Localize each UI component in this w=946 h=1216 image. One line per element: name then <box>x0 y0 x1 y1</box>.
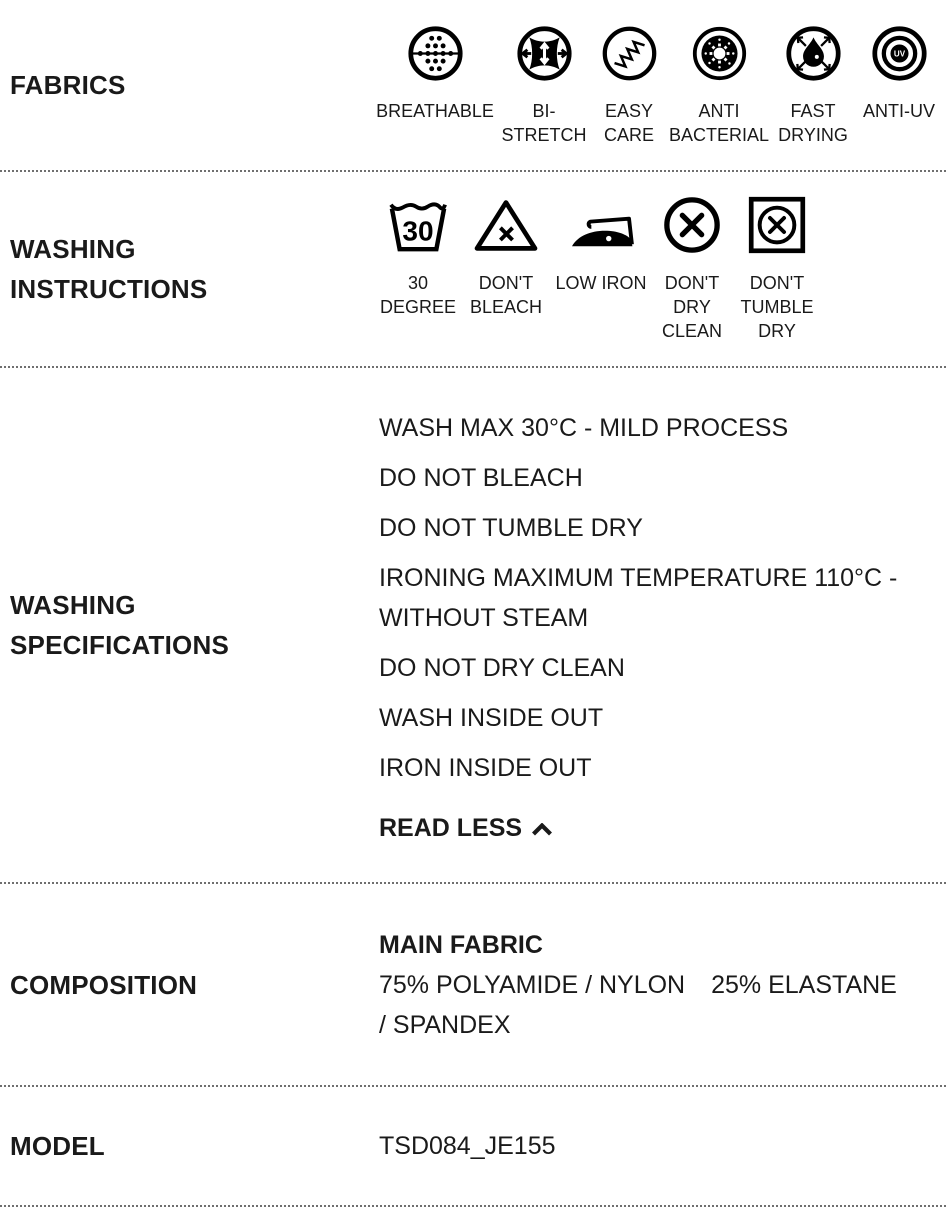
washing-spec-line: WASH INSIDE OUT <box>379 703 604 732</box>
washing-symbol-label: DON'T DRY CLEAN <box>661 273 723 341</box>
fabric-feature-label: BI-STRETCH <box>501 101 587 145</box>
wash-30-degree-icon <box>386 195 450 255</box>
washing-instructions-content <box>379 195 946 343</box>
section-title: WASHING SPECIFICATIONS <box>10 590 230 660</box>
model-section <box>0 1087 946 1207</box>
washing-symbol-dont-bleach <box>470 195 542 319</box>
fabric-feature-label: BREATHABLE <box>376 101 494 121</box>
fabric-feature-easy-care <box>597 23 661 147</box>
washing-symbol-low-iron <box>555 195 647 295</box>
washing-specifications-content <box>379 408 946 843</box>
svg-text:30: 30 <box>402 215 434 247</box>
washing-spec-line: IRONING MAXIMUM TEMPERATURE 110°C - WITHOUT STEAM <box>379 563 898 632</box>
composition-section <box>0 884 946 1087</box>
section-title: MODEL <box>10 1131 105 1161</box>
fabrics-content <box>376 23 946 147</box>
model-content <box>379 1126 946 1166</box>
dont-tumble-dry-icon <box>747 195 807 255</box>
fabric-feature-label: EASY CARE <box>603 101 654 145</box>
composition-item: 25% ELASTANE / SPANDEX <box>379 970 897 1039</box>
washing-specifications-section-label <box>0 585 379 665</box>
breathable-icon <box>407 23 464 83</box>
bi-stretch-icon <box>516 23 573 83</box>
washing-symbol-label: LOW IRON <box>555 273 647 293</box>
fabric-features-list <box>376 23 940 147</box>
fabric-feature-label: ANTI BACTERIAL <box>669 101 770 145</box>
washing-spec-line: DO NOT BLEACH <box>379 463 583 492</box>
anti-uv-icon <box>871 23 928 83</box>
dont-dry-clean-icon <box>663 195 721 255</box>
read-less-label: READ LESS <box>379 813 523 842</box>
section-title: FABRICS <box>10 70 126 100</box>
washing-spec-line: DO NOT TUMBLE DRY <box>379 513 643 542</box>
washing-symbol-label: DON'T BLEACH <box>469 273 543 317</box>
washing-instructions-section-label <box>0 229 379 309</box>
fabric-feature-label: FAST DRYING <box>778 101 848 145</box>
section-title: WASHING INSTRUCTIONS <box>10 234 208 304</box>
washing-spec-line: WASH MAX 30°C - MILD PROCESS <box>379 413 789 442</box>
svg-text:UV: UV <box>893 49 905 59</box>
washing-symbols-list <box>379 195 940 343</box>
washing-symbol-dont-dry-clean <box>660 195 724 343</box>
fabrics-section-label <box>0 65 379 105</box>
low-iron-icon <box>566 195 636 255</box>
chevron-up-icon <box>531 820 553 836</box>
fabric-feature-anti-uv <box>859 23 939 123</box>
fabric-feature-fast-drying <box>777 23 849 147</box>
washing-spec-line: IRON INSIDE OUT <box>379 753 592 782</box>
washing-symbol-dont-tumble-dry <box>737 195 817 343</box>
composition-content <box>379 925 946 1045</box>
washing-symbol-30-degree <box>379 195 457 319</box>
washing-spec-line: DO NOT DRY CLEAN <box>379 653 625 682</box>
model-value: TSD084_JE155 <box>379 1132 556 1160</box>
washing-symbol-label: DON'T TUMBLE DRY <box>740 273 814 341</box>
anti-bacterial-icon <box>691 23 748 83</box>
composition-materials <box>379 965 940 1045</box>
composition-section-label <box>0 965 379 1005</box>
composition-item: 75% POLYAMIDE / NYLON <box>379 970 686 999</box>
fabric-feature-breathable <box>376 23 494 123</box>
read-less-button[interactable] <box>379 814 553 843</box>
fast-drying-icon <box>785 23 842 83</box>
composition-fabric-header: MAIN FABRIC <box>379 930 543 959</box>
section-title: COMPOSITION <box>10 969 198 1000</box>
easy-care-icon <box>601 23 658 83</box>
fabric-feature-anti-bacterial <box>669 23 770 147</box>
washing-specifications-section <box>0 368 946 884</box>
washing-symbol-label: 30 DEGREE <box>379 273 457 317</box>
fabrics-section <box>0 0 946 172</box>
model-section-label <box>0 1126 379 1166</box>
dont-bleach-icon <box>473 195 539 255</box>
fabric-feature-bi-stretch <box>501 23 587 147</box>
fabric-feature-label: ANTI-UV <box>863 101 935 121</box>
washing-instructions-section <box>0 172 946 368</box>
